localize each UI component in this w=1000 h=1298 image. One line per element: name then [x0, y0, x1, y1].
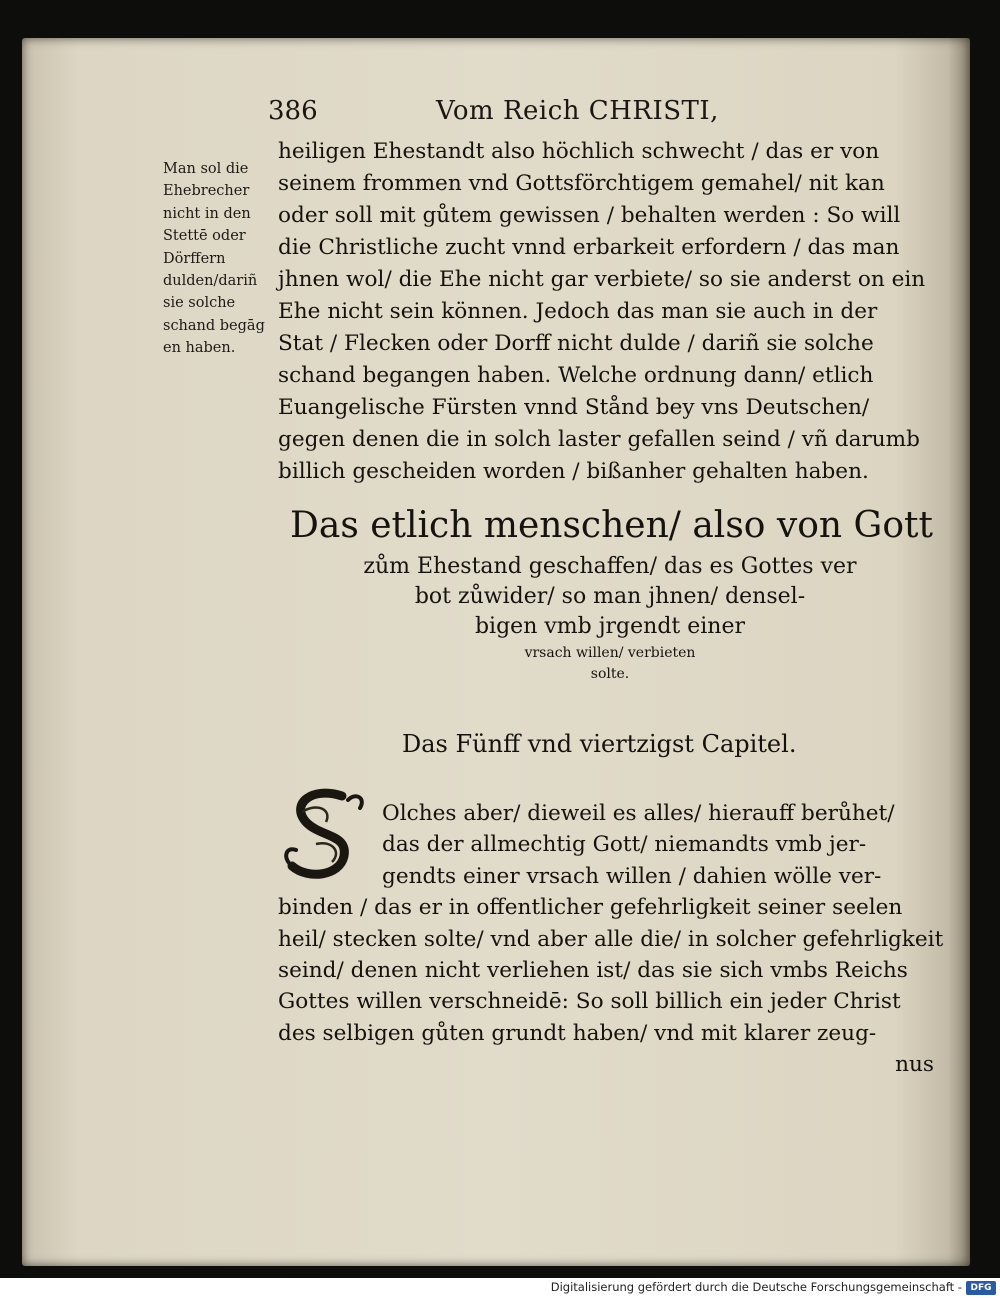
body-line: jhnen wol/ die Ehe nicht gar verbiete/ so sie anderst on ein	[278, 267, 926, 292]
section-heading	[290, 500, 933, 684]
chapter-line: Gottes willen verschneidē: So soll billich ein jeder Christ	[278, 989, 901, 1015]
chapter-body	[278, 798, 944, 1081]
marginal-note-line: Ehebrecher	[163, 183, 250, 200]
page-edge-shadow	[948, 38, 970, 1266]
chapter-line: das der allmechtig Gott/ niemandts vmb jer-	[382, 832, 867, 858]
body-line: seinem frommen vnd Gottsförchtigem gemahel/ nit kan	[278, 171, 885, 196]
heading-line: Das etlich menschen/ also von Gott	[290, 505, 933, 546]
heading-line: bot zůwider/ so man jhnen/ densel-	[414, 584, 806, 609]
running-title: Vom Reich CHRISTI,	[436, 96, 719, 126]
marginal-note-line: en haben.	[163, 340, 236, 357]
heading-line: solte.	[590, 666, 630, 682]
marginal-note	[163, 158, 269, 360]
body-paragraph	[278, 136, 938, 488]
chapter-line: gendts einer vrsach willen / dahien wölle ver-	[382, 863, 882, 889]
digitization-footer	[0, 1278, 1000, 1298]
body-line: oder soll mit gůtem gewissen / behalten werden : So will	[278, 203, 901, 228]
marginal-note-line: Dörffern	[163, 250, 226, 267]
page-header	[268, 96, 788, 130]
initial-letter: S	[320, 844, 328, 855]
chapter-title: Das Fünff vnd viertzigst Capitel.	[402, 730, 797, 758]
body-line: die Christliche zucht vnnd erbarkeit erfordern / das man	[278, 235, 900, 260]
heading-line: zům Ehestand geschaffen/ das es Gottes ver	[363, 554, 857, 579]
marginal-note-line: Stettē oder	[163, 228, 246, 245]
body-line: Ehe nicht sein können. Jedoch das man sie auch in der	[278, 299, 878, 324]
page-number: 386	[268, 96, 318, 126]
body-line: Euangelische Fürsten vnnd Stånd bey vns Deutschen/	[278, 395, 870, 420]
heading-line: vrsach willen/ verbieten	[524, 645, 696, 661]
marginal-note-line: schand begāg	[163, 317, 265, 334]
body-line: Stat / Flecken oder Dorff nicht dulde / dariñ sie solche	[278, 331, 874, 356]
catchword: nus	[895, 1052, 934, 1078]
body-line: gegen denen die in solch laster gefallen seind / vñ darumb	[278, 427, 920, 452]
chapter-line: des selbigen gůten grundt haben/ vnd mit klarer zeug-	[278, 1020, 877, 1046]
chapter-line: binden / das er in offentlicher gefehrligkeit seiner seelen	[278, 895, 903, 921]
funding-notice: Digitalisierung gefördert durch die Deutsche Forschungsgemeinschaft -	[550, 1280, 962, 1294]
marginal-note-line: dulden/dariñ	[163, 273, 258, 290]
chapter-line: seind/ denen nicht verliehen ist/ das sie sich vmbs Reichs	[278, 958, 908, 984]
marginal-note-line: nicht in den	[163, 205, 251, 222]
body-line: schand begangen haben. Welche ordnung dann/ etlich	[278, 363, 874, 388]
chapter-line: heil/ stecken solte/ vnd aber alle die/ in solcher gefehrligkeit	[278, 926, 944, 952]
chapter-line: Olches aber/ dieweil es alles/ hierauff berůhet/	[382, 801, 895, 826]
body-line: billich gescheiden worden / bißanher gehalten haben.	[278, 459, 869, 484]
heading-line: bigen vmb jrgendt einer	[474, 614, 746, 639]
marginal-note-line: sie solche	[163, 295, 236, 312]
body-line: heiligen Ehestandt also höchlich schwecht / das er von	[278, 139, 880, 164]
dfg-logo-icon: DFG	[966, 1281, 996, 1295]
marginal-note-line: Man sol die	[163, 161, 249, 177]
